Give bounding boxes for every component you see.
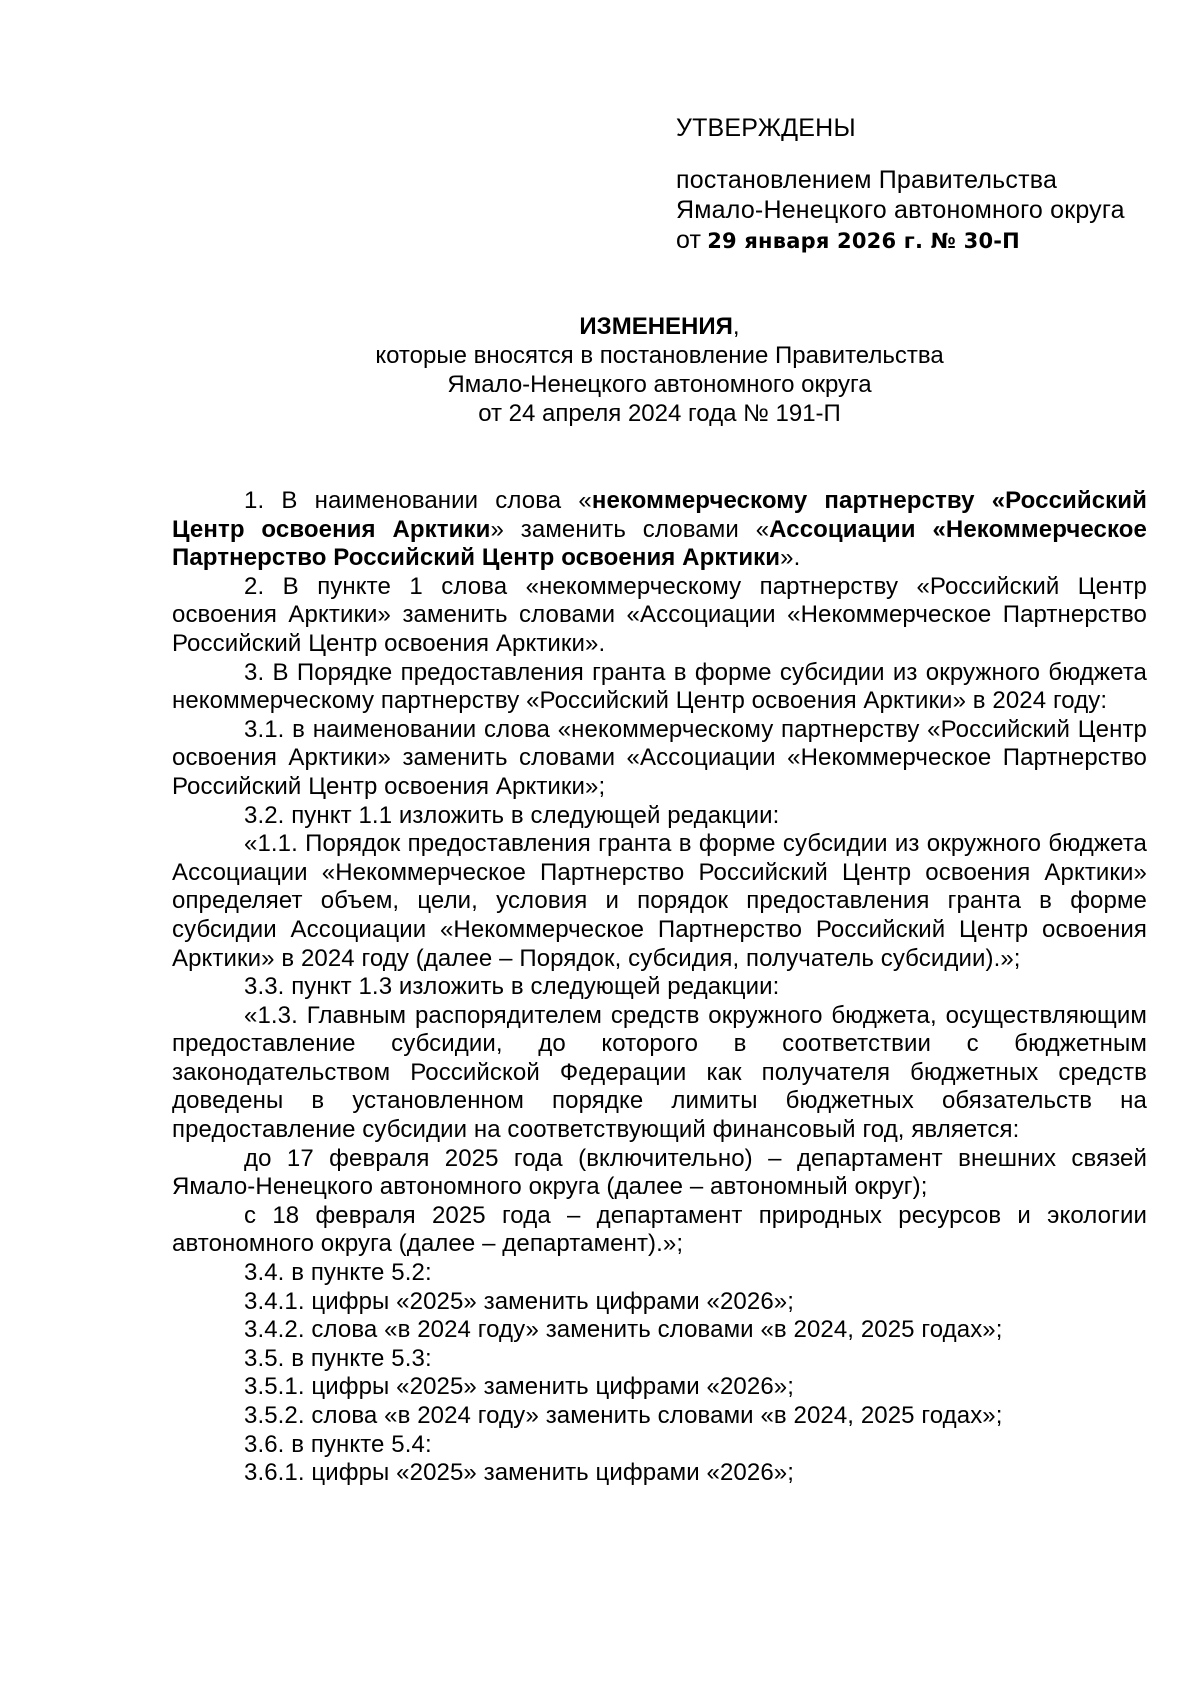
item-3-2: 3.2. пункт 1.1 изложить в следующей редакции:	[244, 801, 780, 829]
approval-block	[676, 113, 1125, 256]
approval-date-line	[676, 226, 1020, 254]
item-1-part-b: некоммерческому партнерству «Российский Центр освоения Арктики	[172, 487, 1147, 543]
document-body	[172, 487, 1147, 1488]
item-3-4-1: 3.4.1. цифры «2025» заменить цифрами «2026»;	[244, 1287, 794, 1315]
approval-date-prefix: от	[676, 226, 702, 254]
item-3-3-text: «1.3. Главным распорядителем средств окружного бюджета, осуществляющим предоставление субсидии, до которого в соответствии с бюджетным законодательством Российской Федерации как получателя бюджетных средств доведены в установленном порядке лимиты бюджетных обязательств на предоставление субсидии на соответствующий финансовый год, является:	[172, 1001, 1147, 1144]
item-3-2-text: «1.1. Порядок предоставления гранта в форме субсидии из окружного бюджета Ассоциации «Некоммерческое Партнерство Российский Центр освоения Арктики» определяет объем, цели, условия и порядок предоставления гранта в форме субсидии Ассоциации «Некоммерческое Партнерство Российский Центр освоения Арктики» в 2024 году (далее – Порядок, субсидия, получатель субсидии).»;	[172, 830, 1147, 972]
item-1-part-c: » заменить словами «	[490, 515, 770, 543]
item-3-5: 3.5. в пункте 5.3:	[244, 1344, 432, 1372]
approval-line-2: Ямало-Ненецкого автономного округа	[676, 196, 1125, 224]
item-1-part-d: Ассоциации «Некоммерческое Партнерство Российский Центр освоения Арктики	[172, 515, 1147, 572]
item-3-4-2: 3.4.2. слова «в 2024 году» заменить словами «в 2024, 2025 годах»;	[244, 1316, 1003, 1344]
heading-line-2: Ямало-Ненецкого автономного округа	[447, 371, 872, 398]
approval-date-stamp: 29 января 2026 г. № 30-П	[707, 229, 1020, 253]
item-3-3: 3.3. пункт 1.3 изложить в следующей редакции:	[244, 973, 780, 1001]
heading-title-line	[172, 312, 1147, 341]
item-1	[172, 487, 1147, 573]
heading-title: ИЗМЕНЕНИЯ	[579, 313, 733, 340]
document-heading	[172, 312, 1147, 428]
heading-line-1: которые вносятся в постановление Правительства	[375, 342, 944, 369]
approval-line-1: постановлением Правительства	[676, 166, 1058, 194]
item-3-5-1: 3.5.1. цифры «2025» заменить цифрами «2026»;	[244, 1373, 794, 1401]
item-3-3-a: до 17 февраля 2025 года (включительно) – департамент внешних связей Ямало-Ненецкого автономного округа (далее – автономный округ);	[172, 1144, 1147, 1201]
heading-line-3: от 24 апреля 2024 года № 191-П	[478, 400, 841, 427]
item-3-6-1: 3.6.1. цифры «2025» заменить цифрами «2026»;	[244, 1459, 794, 1487]
heading-title-suffix: ,	[732, 313, 740, 340]
item-3-1: 3.1. в наименовании слова «некоммерческому партнерству «Российский Центр освоения Арктики» заменить словами «Ассоциации «Некоммерческое Партнерство Российский Центр освоения Арктики»;	[172, 715, 1147, 800]
item-1-part-e: ».	[780, 544, 801, 572]
item-2: 2. В пункте 1 слова «некоммерческому партнерству «Российский Центр освоения Арктики» заменить словами «Ассоциации «Некоммерческое Партнерство Российский Центр освоения Арктики».	[172, 572, 1147, 657]
item-3: 3. В Порядке предоставления гранта в форме субсидии из окружного бюджета некоммерческому партнерству «Российский Центр освоения Арктики» в 2024 году:	[172, 658, 1147, 715]
item-1-part-a: 1. В наименовании слова «	[244, 487, 592, 514]
item-3-3-b: с 18 февраля 2025 года – департамент природных ресурсов и экологии автономного округа (далее – департамент).»;	[172, 1201, 1147, 1258]
approval-title: УТВЕРЖДЕНЫ	[676, 114, 856, 142]
item-3-5-2: 3.5.2. слова «в 2024 году» заменить словами «в 2024, 2025 годах»;	[244, 1402, 1003, 1429]
item-3-6: 3.6. в пункте 5.4:	[244, 1430, 432, 1458]
item-3-4: 3.4. в пункте 5.2:	[244, 1259, 432, 1287]
